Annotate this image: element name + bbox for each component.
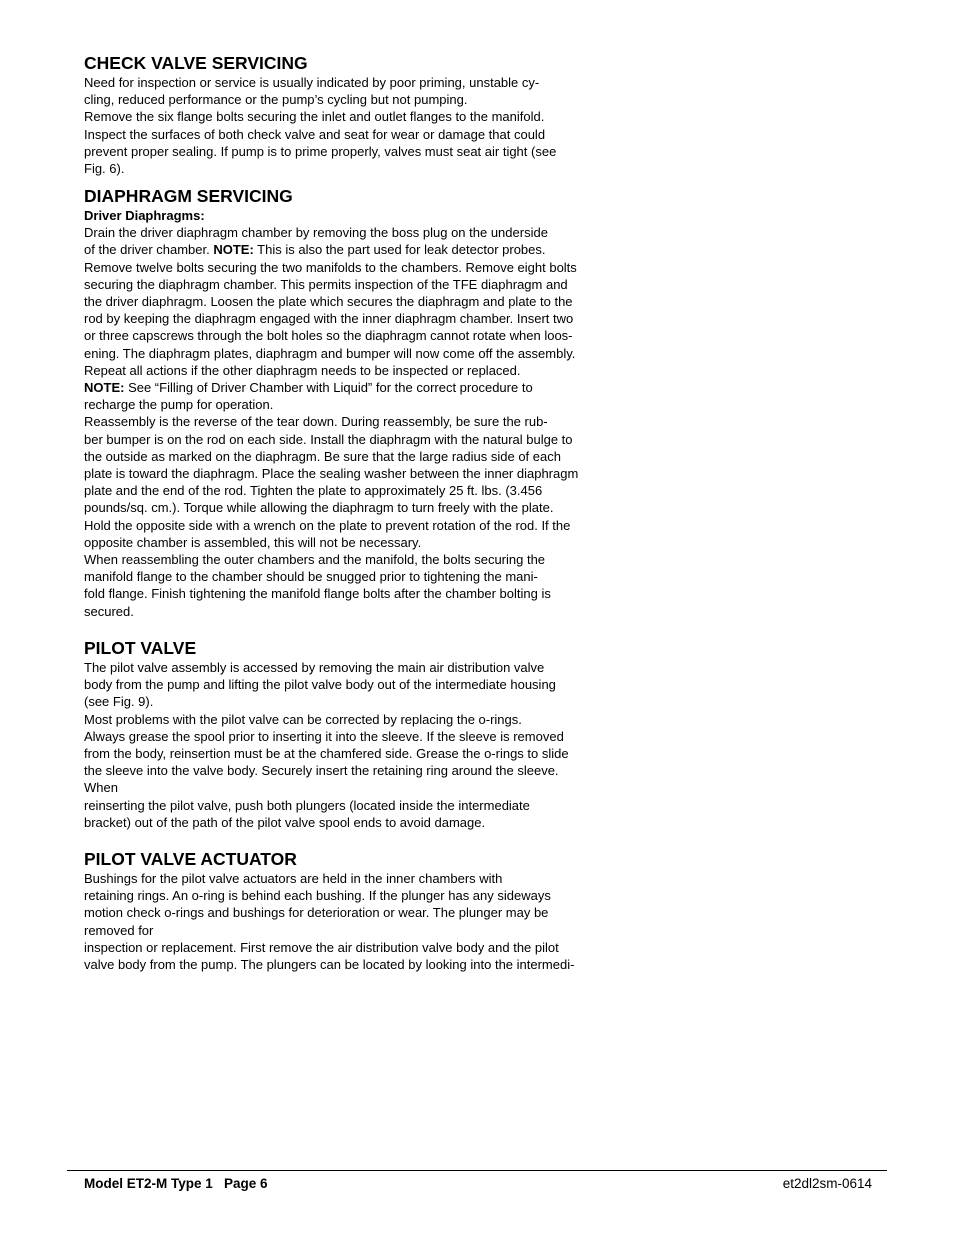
diaphragm-paragraph-1-rest: This is also the part used for leak detector probes. Remove twelve bolts securing the two manifolds to the chambers. Remove eight bolts securing the diaphragm chamber. This permits inspection of the TFE diaphragm and the driver diaphragm. Loosen the plate which secures the diaphragm and plate to the rod by keeping the diaphragm engaged with the inner diaphragm chamber. Insert two or three capscrews through the bolt holes so the diaphragm cannot rotate when loos- ening. The diaphragm plates, diaphragm and bumper will now come off the assembly. Repeat all actions if the other diaphragm needs to be inspected or replaced.: [84, 242, 577, 378]
pilot-valve-heading: PILOT VALVE: [84, 637, 197, 658]
diaphragm-paragraph-2: [84, 379, 624, 413]
pilot-valve-actuator-section: [84, 848, 624, 973]
pilot-valve-actuator-paragraph-1: Bushings for the pilot valve actuators are held in the inner chambers with retaining rings. An o-ring is behind each bushing. If the plunger has any sideways motion check o-rings and bushings for deterioration or wear. The plunger may be removed for inspection or replacement. First remove the air distribution valve body and the pilot valve body from the pump. The plungers can be located by looking into the intermedi-: [84, 870, 575, 972]
diaphragm-heading: DIAPHRAGM SERVICING: [84, 186, 293, 207]
footer-document-code: et2dl2sm-0614: [782, 1176, 872, 1191]
pilot-valve-paragraph-1: The pilot valve assembly is accessed by removing the main air distribution valve body from the pump and lifting the pilot valve body out of the intermediate housing (see Fig. 9).: [84, 659, 556, 710]
diaphragm-paragraph-3: Reassembly is the reverse of the tear down. During reassembly, be sure the rub- ber bumper is on the rod on each side. Install the diaphragm with the natural bulge to the outside as marked on the diaphragm. Be sure that the large radius side of each plate is toward the diaphragm. Place the sealing washer between the inner diaphragm plate and the end of the rod. Tighten the plate to approximately 25 ft. lbs. (3.456 pounds/sq. cm.). Torque while allowing the diaphragm to turn freely with the plate. Hold the opposite side with a wrench on the plate to prevent rotation of the rod. If the opposite chamber is assembled, this will not be necessary.: [84, 414, 579, 550]
diaphragm-paragraph-1: [84, 224, 624, 379]
note-label: NOTE:: [84, 380, 125, 396]
driver-diaphragms-subheading: Driver Diaphragms:: [84, 208, 205, 224]
check-valve-paragraph-1: Need for inspection or service is usually indicated by poor priming, unstable cy- cling, reduced performance or the pump’s cycling but not pumping.: [84, 75, 540, 108]
document-body: [84, 52, 624, 973]
pilot-valve-actuator-heading: PILOT VALVE ACTUATOR: [84, 848, 297, 869]
pilot-valve-section: [84, 637, 624, 831]
footer-divider: [67, 1170, 887, 1171]
check-valve-section: [84, 52, 624, 177]
check-valve-paragraph-2: Remove the six flange bolts securing the inlet and outlet flanges to the manifold. Inspect the surfaces of both check valve and seat for wear or damage that could prevent proper sealing. If pump is to prime properly, valves must seat air tight (see Fig. 6).: [84, 109, 557, 177]
diaphragm-paragraph-4: When reassembling the outer chambers and the manifold, the bolts securing the manifold flange to the chamber should be snugged prior to tightening the mani- fold flange. Finish tightening the manifold flange bolts after the chamber bolting is secured.: [84, 552, 551, 619]
check-valve-heading: CHECK VALVE SERVICING: [84, 53, 308, 73]
pilot-valve-paragraph-2: Most problems with the pilot valve can be corrected by replacing the o-rings. Always grease the spool prior to inserting it into the sleeve. If the sleeve is removed from the body, reinsertion must be at the chamfered side. Grease the o-rings to slide the sleeve into the valve body. Securely insert the retaining ring around the sleeve. When reinserting the pilot valve, push both plungers (located inside the intermediate bracket) out of the path of the pilot valve spool ends to avoid damage.: [84, 711, 569, 830]
diaphragm-section: [84, 185, 624, 620]
diaphragm-paragraph-2-rest: See “Filling of Driver Chamber with Liquid” for the correct procedure to recharge the pump for operation.: [84, 380, 533, 413]
footer-model-page: Model ET2-M Type 1 Page 6: [84, 1176, 268, 1191]
diaphragm-paragraph-1-start: Drain the driver diaphragm chamber by removing the boss plug on the underside of the driver chamber.: [84, 225, 548, 258]
note-label: NOTE:: [213, 242, 254, 258]
